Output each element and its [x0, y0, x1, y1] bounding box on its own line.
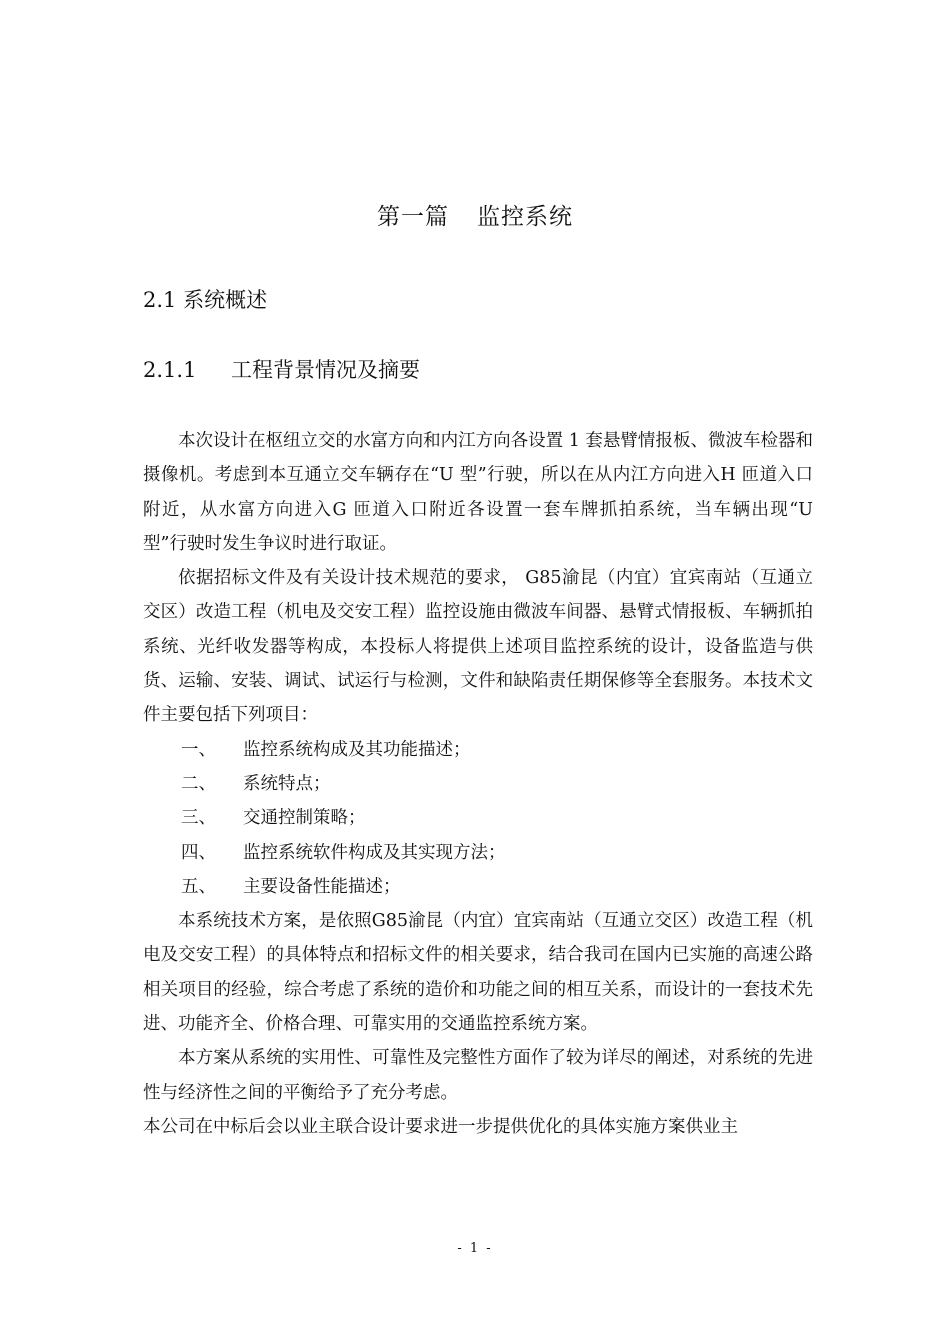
list-marker: 二、: [181, 773, 216, 794]
list-item: [143, 767, 813, 801]
list-item: [143, 801, 813, 835]
list-marker: 三、: [181, 808, 216, 829]
title-part-1: 第一篇: [377, 204, 449, 230]
subsection-title: 工程背景情况及摘要: [231, 358, 420, 382]
list-item: [143, 733, 813, 767]
paragraph: 本次设计在枢纽立交的水富方向和内江方向各设置 1 套悬臂情报板、微波车检器和摄像机。考虑到本互通立交车辆存在“U 型”行驶，所以在从内江方向进入H 匝道入口附近，从水富方向进入G 匝道入口附近各设置一套车牌抓拍系统，当车辆出现“U 型”行驶时发生争议时进行取证。: [143, 431, 813, 554]
list-marker: 一、: [181, 739, 216, 760]
paragraph: 本方案从系统的实用性、可靠性及完整性方面作了较为详尽的阐述，对系统的先进性与经济性之间的平衡给予了充分考虑。: [143, 1048, 813, 1103]
page-number: - 1 -: [457, 1241, 493, 1256]
list-marker: 四、: [181, 842, 216, 863]
subsection-number: 2.1.1: [143, 358, 197, 382]
list-text: 主要设备性能描述；: [243, 876, 401, 897]
list-text: 监控系统软件构成及其实现方法；: [243, 842, 506, 863]
list-text: 监控系统构成及其功能描述；: [243, 739, 471, 760]
page-title: [0, 198, 950, 231]
paragraph: 本系统技术方案，是依照G85渝昆（内宜）宜宾南站（互通立交区）改造工程（机电及交安工程）的具体特点和招标文件的相关要求，结合我司在国内已实施的高速公路相关项目的经验，综合考虑了系统的造价和功能之间的相互关系，而设计的一套技术先进、功能齐全、价格合理、可靠实用的交通监控系统方案。: [143, 911, 813, 1035]
paragraph-continued: 本公司在中标后会以业主联合设计要求进一步提供优化的具体实施方案供业主: [143, 1116, 738, 1137]
subsection-heading: [143, 354, 420, 384]
list-item: [143, 836, 813, 870]
list-marker: 五、: [181, 876, 216, 897]
list-item: [143, 870, 813, 904]
list-text: 交通控制策略；: [243, 808, 366, 829]
paragraph: 依据招标文件及有关设计技术规范的要求， G85渝昆（内宜）宜宾南站（互通立交区）改造工程（机电及交安工程）监控设施由微波车间器、悬臂式情报板、车辆抓拍系统、光纤收发器等构成，本投标人将提供上述项目监控系统的设计，设备监造与供货、运输、安装、调试、试运行与检测，文件和缺陷责任期保修等全套服务。本技术文件主要包括下列项目：: [143, 568, 813, 726]
section-heading: 2.1 系统概述: [143, 288, 268, 312]
list-text: 系统特点；: [243, 773, 331, 794]
title-part-2: 监控系统: [477, 204, 573, 230]
body-text: [143, 424, 813, 1144]
